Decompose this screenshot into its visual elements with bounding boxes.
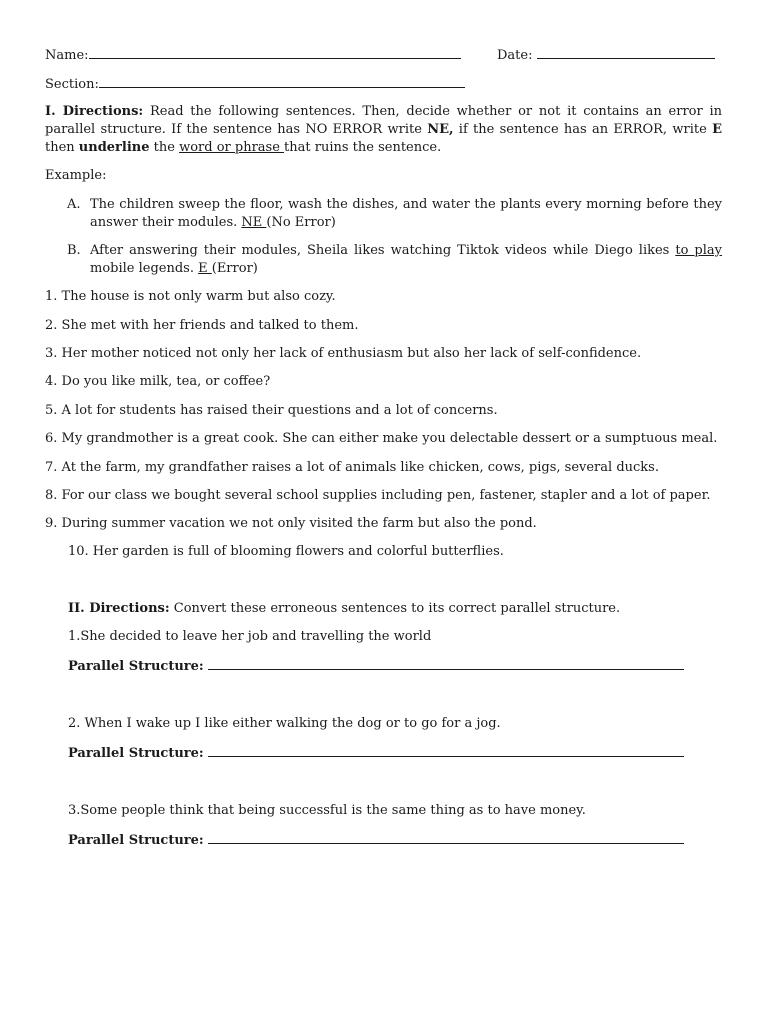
ne-bold: NE, bbox=[427, 122, 454, 137]
answer-label: Parallel Structure: bbox=[68, 746, 204, 761]
example-answer-note: (No Error) bbox=[266, 215, 336, 230]
example-text bbox=[90, 242, 722, 278]
part2-item-3: 3.Some people think that being successful is the same thing as to have money. bbox=[68, 803, 586, 818]
section-row bbox=[45, 74, 722, 92]
part1-directions-label: I. Directions: bbox=[45, 104, 144, 119]
answer-label: Parallel Structure: bbox=[68, 659, 204, 674]
example-letter: A. bbox=[67, 197, 81, 212]
question-6: 6. My grandmother is a great cook. She can either make you delectable dessert or a sumptuous meal. bbox=[45, 431, 718, 446]
example-a bbox=[67, 196, 722, 232]
name-date-row bbox=[45, 45, 722, 63]
question-1: 1. The house is not only warm but also cozy. bbox=[45, 289, 336, 304]
question-4: 4. Do you like milk, tea, or coffee? bbox=[45, 374, 271, 389]
example-sentence: The children sweep the floor, wash the dishes, and water the plants every morning before they answer their modules. bbox=[90, 197, 722, 230]
question-7: 7. At the farm, my grandfather raises a lot of animals like chicken, cows, pigs, several ducks. bbox=[45, 460, 659, 475]
part2-item-2: 2. When I wake up I like either walking the dog or to go for a jog. bbox=[68, 716, 501, 731]
date-block bbox=[497, 45, 715, 65]
answer-blank-2[interactable] bbox=[208, 743, 684, 757]
section-blank[interactable] bbox=[99, 74, 465, 88]
name-blank[interactable] bbox=[89, 45, 461, 59]
answer-row-3 bbox=[68, 830, 722, 850]
example-text bbox=[90, 196, 722, 232]
question-10: 10. Her garden is full of blooming flowers and colorful butterflies. bbox=[68, 544, 504, 559]
example-underlined-phrase: to play bbox=[675, 243, 722, 258]
question-5: 5. A lot for students has raised their questions and a lot of concerns. bbox=[45, 403, 498, 418]
example-b bbox=[67, 242, 722, 278]
example-answer-note: (Error) bbox=[211, 261, 258, 276]
answer-row-2 bbox=[68, 743, 722, 763]
answer-label: Parallel Structure: bbox=[68, 833, 204, 848]
question-3: 3. Her mother noticed not only her lack of enthusiasm but also her lack of self-confidence. bbox=[45, 346, 642, 361]
section-label: Section: bbox=[45, 77, 99, 92]
underline-bold: underline bbox=[78, 140, 150, 155]
date-label: Date: bbox=[497, 48, 533, 63]
answer-blank-1[interactable] bbox=[208, 656, 684, 670]
directions-text: Read the following sentences. Then, decide whether or not it contains an error in parallel structure. If the sentence has NO ERROR write bbox=[45, 104, 722, 137]
example-label: Example: bbox=[45, 168, 107, 183]
part2-directions bbox=[68, 600, 722, 618]
directions-text: that ruins the sentence. bbox=[284, 140, 442, 155]
example-sentence: After answering their modules, Sheila likes watching Tiktok videos while Diego likes bbox=[90, 243, 676, 258]
example-answer: E bbox=[198, 261, 212, 276]
example-letter: B. bbox=[67, 243, 81, 258]
question-9: 9. During summer vacation we not only visited the farm but also the pond. bbox=[45, 516, 537, 531]
question-2: 2. She met with her friends and talked to them. bbox=[45, 318, 359, 333]
e-bold: E bbox=[712, 122, 722, 137]
example-sentence: mobile legends. bbox=[90, 261, 199, 276]
word-or-phrase: word or phrase bbox=[179, 140, 285, 155]
answer-blank-3[interactable] bbox=[208, 830, 684, 844]
directions-text: the bbox=[149, 140, 180, 155]
answer-row-1 bbox=[68, 656, 722, 676]
directions-text: if the sentence has an ERROR, write bbox=[453, 122, 713, 137]
part2-item-1: 1.She decided to leave her job and travelling the world bbox=[68, 629, 432, 644]
name-label: Name: bbox=[45, 48, 89, 63]
part1-directions bbox=[45, 103, 722, 157]
directions-text: Convert these erroneous sentences to its correct parallel structure. bbox=[169, 601, 621, 616]
directions-text: then bbox=[45, 140, 79, 155]
date-blank[interactable] bbox=[537, 45, 715, 59]
question-8: 8. For our class we bought several school supplies including pen, fastener, stapler and a lot of paper. bbox=[45, 488, 711, 503]
part2-directions-label: II. Directions: bbox=[68, 601, 170, 616]
example-answer: NE bbox=[241, 215, 267, 230]
